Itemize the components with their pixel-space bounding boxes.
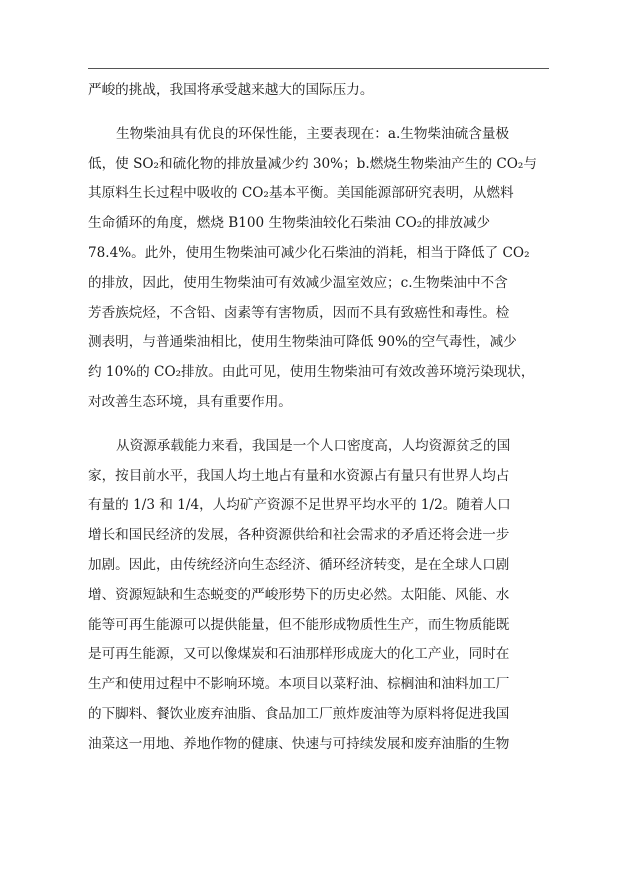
text-line: 78.4%。此外，使用生物柴油可减少化石柴油的消耗，相当于降低了 CO₂	[88, 244, 530, 261]
text-line: 约 10%的 CO₂排放。由此可见，使用生物柴油可有效改善环境污染现状，	[88, 364, 535, 381]
text-line: 芳香族烷烃，不含铅、卤素等有害物质，因而不具有致癌性和毒性。检	[88, 304, 510, 321]
text-line: 生物柴油具有优良的环保性能，主要表现在：a.生物柴油硫含量极	[116, 125, 510, 142]
paragraph-gap	[88, 418, 550, 432]
text-line: 从资源承载能力来看，我国是一个人口密度高，人均资源贫乏的国	[116, 437, 511, 454]
text-line: 有量的 1/3 和 1/4，人均矿产资源不足世界平均水平的 1/2。随着人口	[88, 497, 511, 514]
text-line: 家，按目前水平，我国人均土地占有量和水资源占有量只有世界人均占	[88, 467, 510, 484]
text-line: 增长和国民经济的发展，各种资源供给和社会需求的矛盾还将会进一步	[88, 527, 510, 544]
document-body	[88, 76, 550, 760]
text-line: 的下脚料、餐饮业废弃油脂、食品加工厂煎炸废油等为原料将促进我国	[88, 705, 510, 722]
text-line: 生命循环的角度，燃烧 B100 生物柴油较化石柴油 CO₂的排放减少	[88, 215, 491, 232]
text-line: 严峻的挑战，我国将承受越来越大的国际压力。	[88, 82, 374, 98]
text-line: 能等可再生能源可以提供能量，但不能形成物质性生产，而生物质能既	[88, 616, 510, 633]
text-line: 增、资源短缺和生态蜕变的严峻形势下的历史必然。太阳能、风能、水	[88, 586, 510, 603]
paragraph-gap	[88, 106, 550, 120]
text-line: 测表明，与普通柴油相比，使用生物柴油可降低 90%的空气毒性，减少	[88, 334, 517, 351]
text-line: 的排放，因此，使用生物柴油可有效减少温室效应；c.生物柴油中不含	[88, 274, 508, 291]
text-line: 生产和使用过程中不影响环境。本项目以菜籽油、棕榈油和油料加工厂	[88, 676, 510, 693]
header-rule	[88, 68, 549, 69]
text-line: 加剧。因此，由传统经济向生态经济、循环经济转变，是在全球人口剧	[88, 556, 510, 573]
text-line: 其原料生长过程中吸收的 CO₂基本平衡。美国能源部研究表明，从燃料	[88, 185, 514, 202]
text-line: 是可再生能源，又可以像煤炭和石油那样形成庞大的化工产业，同时在	[88, 646, 510, 663]
text-line: 油菜这一用地、养地作物的健康、快速与可持续发展和废弃油脂的生物	[88, 735, 510, 752]
text-line: 对改善生态环境，具有重要作用。	[88, 393, 292, 410]
text-line: 低，使 SO₂和硫化物的排放量减少约 30%；b.燃烧生物柴油产生的 CO₂与	[88, 155, 537, 172]
